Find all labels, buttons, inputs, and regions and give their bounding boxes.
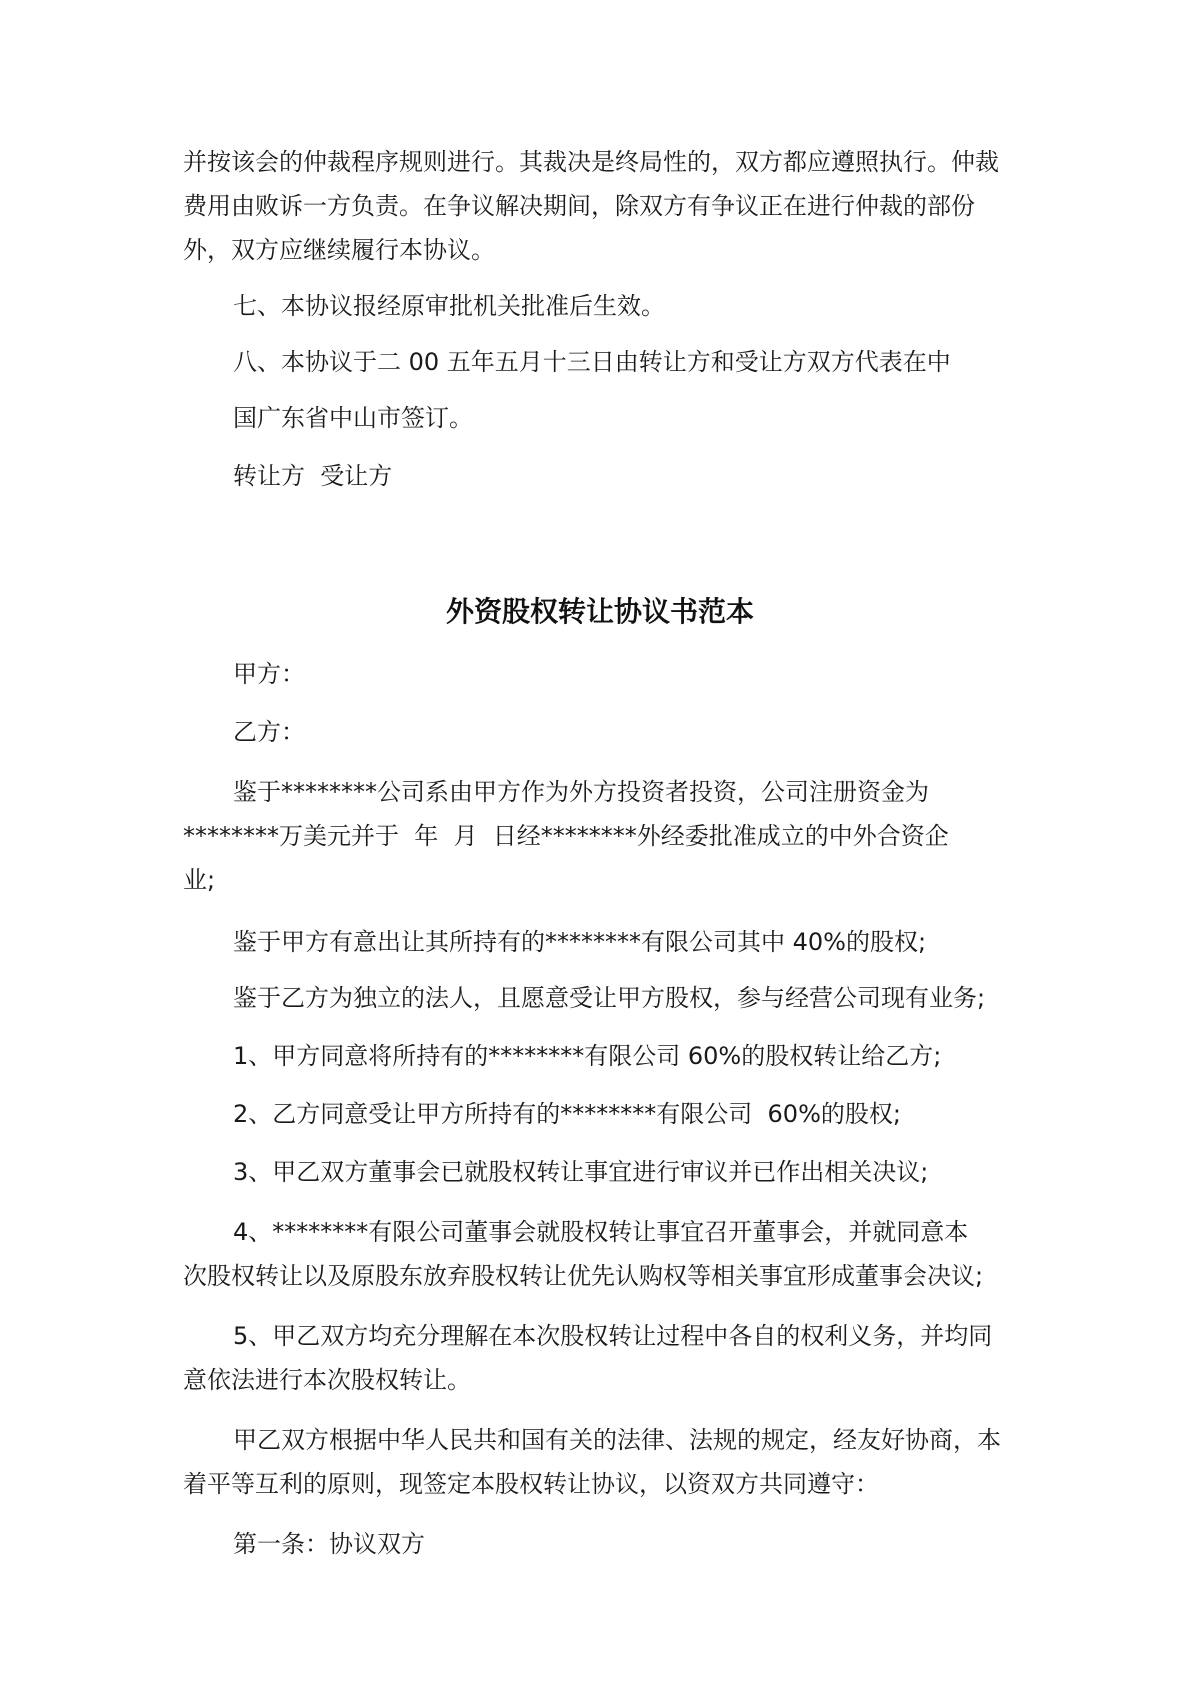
text-line: 费用由败诉一方负责。在争议解决期间，除双方有争议正在进行仲裁的部份 bbox=[183, 192, 975, 220]
signature-labels: 转让方 受让方 bbox=[233, 462, 393, 490]
recital-1-line-3: 业; bbox=[183, 866, 216, 894]
item-3: 3、甲乙双方董事会已就股权转让事宜进行审议并已作出相关决议; bbox=[233, 1158, 929, 1186]
document-title: 外资股权转让协议书范本 bbox=[445, 595, 754, 628]
clause-8-line-1: 八、本协议于二 00 五年五月十三日由转让方和受让方双方代表在中 bbox=[233, 348, 951, 376]
text-line: 外，双方应继续履行本协议。 bbox=[183, 236, 495, 264]
text-line: 并按该会的仲裁程序规则进行。其裁决是终局性的，双方都应遵照执行。仲裁 bbox=[183, 148, 999, 176]
party-a-label: 甲方： bbox=[233, 660, 305, 688]
agreement-intro-line-2: 着平等互利的原则，现签定本股权转让协议，以资双方共同遵守： bbox=[183, 1470, 879, 1498]
party-b-label: 乙方： bbox=[233, 718, 305, 746]
recital-1-line-2: ********万美元并于 年 月 日经********外经委批准成立的中外合资企 bbox=[183, 822, 949, 850]
item-2: 2、乙方同意受让甲方所持有的********有限公司 60%的股权; bbox=[233, 1100, 901, 1128]
item-5-line-1: 5、甲乙双方均充分理解在本次股权转让过程中各自的权利义务，并均同 bbox=[233, 1322, 993, 1350]
clause-7: 七、本协议报经原审批机关批准后生效。 bbox=[233, 292, 665, 320]
recital-1-line-1: 鉴于********公司系由甲方作为外方投资者投资，公司注册资金为 bbox=[233, 778, 929, 806]
clause-8-line-2: 国广东省中山市签订。 bbox=[233, 404, 473, 432]
item-4-line-1: 4、********有限公司董事会就股权转让事宜召开董事会，并就同意本 bbox=[233, 1218, 969, 1246]
item-5-line-2: 意依法进行本次股权转让。 bbox=[183, 1366, 471, 1394]
recital-3: 鉴于乙方为独立的法人，且愿意受让甲方股权，参与经营公司现有业务; bbox=[233, 984, 986, 1012]
article-1-heading: 第一条：协议双方 bbox=[233, 1530, 425, 1558]
recital-2: 鉴于甲方有意出让其所持有的********有限公司其中 40%的股权; bbox=[233, 928, 927, 956]
item-1: 1、甲方同意将所持有的********有限公司 60%的股权转让给乙方; bbox=[233, 1042, 942, 1070]
item-4-line-2: 次股权转让以及原股东放弃股权转让优先认购权等相关事宜形成董事会决议; bbox=[183, 1262, 984, 1290]
agreement-intro-line-1: 甲乙双方根据中华人民共和国有关的法律、法规的规定，经友好协商，本 bbox=[233, 1426, 1001, 1454]
